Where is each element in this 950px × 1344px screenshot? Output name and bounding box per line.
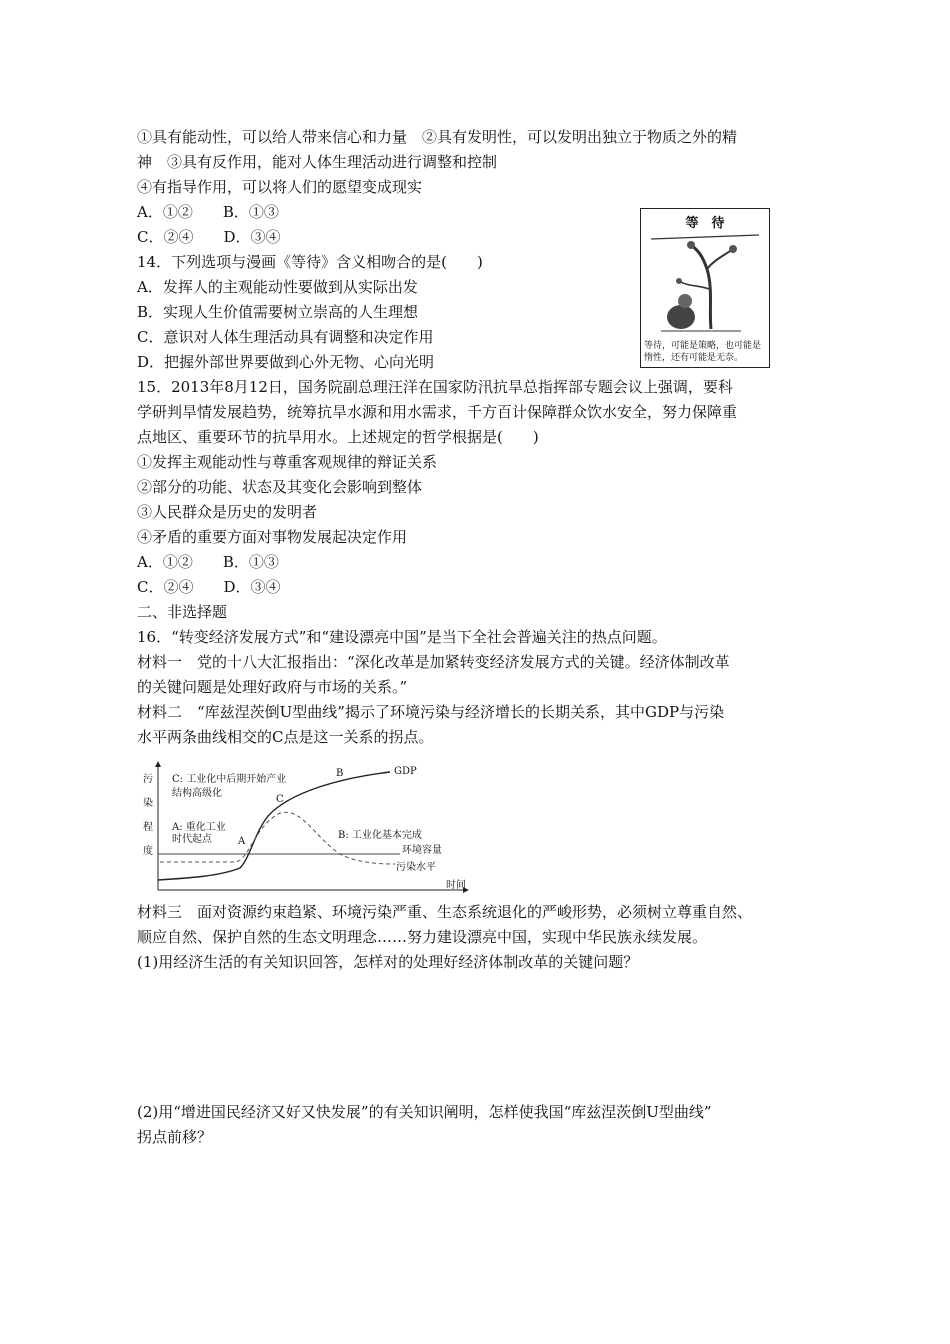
q15-line1: 15．2013年8月12日，国务院副总理汪洋在国家防汛抗旱总指挥部专题会议上强调，要科 [137, 378, 733, 396]
q16-material1-line1: 材料一 党的十八大汇报指出：“深化改革是加紧转变经济发展方式的关键。经济体制改革 [137, 653, 730, 671]
q16-material1-line2: 的关键问题是处理好政府与市场的关系。” [137, 678, 408, 696]
point-b: B [336, 768, 344, 779]
q16-question2-line1: (2)用“增进国民经济又好又快发展”的有关知识阐明，怎样使我国“库兹涅茨倒U型曲线” [137, 1103, 712, 1121]
kuznets-curve-chart [143, 758, 480, 898]
section-heading: 二、非选择题 [137, 603, 228, 621]
q13-options-ab: A．①② B．①③ [137, 203, 279, 221]
cartoon-title: 等 待 [685, 216, 725, 231]
q15-line3: 点地区、重要环节的抗旱用水。上述规定的哲学根据是( ) [137, 428, 539, 446]
q15-item3: ③人民群众是历史的发明者 [137, 503, 318, 521]
q15-options-cd: C．②④ D．③④ [137, 578, 281, 596]
annotation-c-line1: C: 工业化中后期开始产业 [172, 774, 287, 785]
q16-question2-line2: 拐点前移？ [137, 1128, 213, 1146]
q15-line2: 学研判旱情发展趋势，统筹抗旱水源和用水需求，千方百计保障群众饮水安全，努力保障重 [137, 403, 738, 421]
waiting-cartoon [640, 208, 770, 368]
q16-material3-line2: 顺应自然、保护自然的生态文明理念……努力建设漂亮中国，实现中华民族永续发展。 [137, 928, 708, 946]
y-label-2: 染 [143, 798, 153, 809]
gdp-label: GDP [394, 766, 417, 777]
point-a: A [238, 836, 246, 847]
q16-stem: 16．“转变经济发展方式”和“建设漂亮中国”是当下全社会普遍关注的热点问题。 [137, 628, 667, 646]
q16-question1: (1)用经济生活的有关知识回答，怎样对的处理好经济体制改革的关键问题？ [137, 953, 639, 971]
q16-material2-line1: 材料二 “库兹涅茨倒U型曲线”揭示了环境污染与经济增长的长期关系，其中GDP与污染 [137, 703, 725, 721]
q13-options-cd: C．②④ D．③④ [137, 228, 281, 246]
cartoon-caption: 等待，可能是策略，也可能是惰性，还有可能是无奈。 [644, 341, 762, 363]
q14-option-a: A．发挥人的主观能动性要做到从实际出发 [137, 278, 418, 296]
q16-material2-line2: 水平两条曲线相交的C点是这一关系的拐点。 [137, 728, 434, 746]
annotation-a-line2: 时代起点 [172, 834, 212, 845]
q15-item2: ②部分的功能、状态及其变化会影响到整体 [137, 478, 423, 496]
q14-option-b: B．实现人生价值需要树立崇高的人生理想 [137, 303, 419, 321]
annotation-c-line2: 结构高级化 [172, 788, 222, 799]
annotation-a-line1: A: 重化工业 [172, 822, 226, 833]
pollution-label: 污染水平 [396, 862, 436, 873]
q13-line2: 神 ③具有反作用，能对人体生理活动进行调整和控制 [137, 153, 498, 171]
q14-option-d: D．把握外部世界要做到心外无物、心向光明 [137, 353, 435, 371]
annotation-b: B: 工业化基本完成 [338, 830, 422, 841]
q15-options-ab: A．①② B．①③ [137, 553, 279, 571]
q15-item4: ④矛盾的重要方面对事物发展起决定作用 [137, 528, 408, 546]
point-c: C [276, 794, 284, 805]
q16-material3-line1: 材料三 面对资源约束趋紧、环境污染严重、生态系统退化的严峻形势，必须树立尊重自然、 [137, 903, 753, 921]
q15-item1: ①发挥主观能动性与尊重客观规律的辩证关系 [137, 453, 438, 471]
y-label-3: 程 [143, 822, 153, 833]
capacity-label: 环境容量 [402, 845, 442, 856]
y-label-1: 污 [143, 774, 153, 785]
x-axis-label: 时间 [446, 880, 466, 891]
q13-line3: ④有指导作用，可以将人们的愿望变成现实 [137, 178, 423, 196]
q14-stem: 14．下列选项与漫画《等待》含义相吻合的是( ) [137, 253, 483, 271]
q13-line1: ①具有能动性，可以给人带来信心和力量 ②具有发明性，可以发明出独立于物质之外的精 [137, 128, 738, 146]
q14-option-c: C．意识对人体生理活动具有调整和决定作用 [137, 328, 434, 346]
y-label-4: 度 [143, 846, 153, 857]
